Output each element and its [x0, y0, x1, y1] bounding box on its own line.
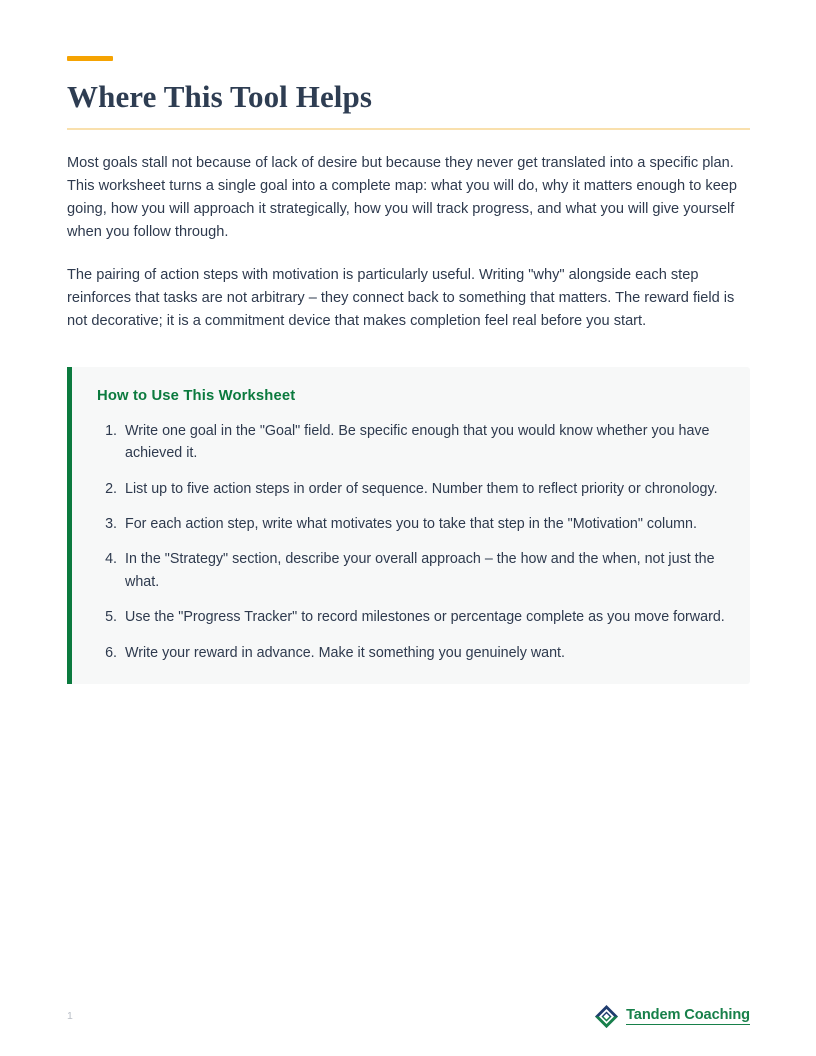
list-item: For each action step, write what motivates you to take that step in the "Motivation" column. — [125, 515, 697, 532]
callout-heading: How to Use This Worksheet — [97, 387, 296, 404]
instruction-step-list — [97, 420, 724, 665]
list-item: Write one goal in the "Goal" field. Be specific enough that you would know whether you have achieved it. — [125, 422, 710, 462]
intro-paragraph-2: The pairing of action steps with motivation is particularly useful. Writing "why" alongside each step reinforces that tasks are not arbitrary – they connect back to something that matters. The reward field is not decorative; it is a commitment device that makes completion feel real before you start. — [67, 266, 735, 330]
page-content — [67, 0, 750, 684]
intro-paragraph-1: Most goals stall not because of lack of desire but because they never get translated into a specific plan. This worksheet turns a single goal into a complete map: what you will do, why it matters enough to keep going, how you will approach it strategically, how you will track progress, and what you will give yourself when you follow through. — [67, 154, 738, 241]
list-item: Write your reward in advance. Make it something you genuinely want. — [125, 644, 565, 661]
title-divider — [67, 128, 750, 130]
diamond-logo-icon — [594, 1004, 619, 1029]
page-title: Where This Tool Helps — [67, 79, 373, 114]
list-item: Use the "Progress Tracker" to record milestones or percentage complete as you move forward. — [125, 609, 725, 626]
how-to-use-callout — [67, 367, 750, 685]
list-item: List up to five action steps in order of sequence. Number them to reflect priority or chronology. — [125, 480, 718, 497]
page-number: 1 — [67, 1010, 73, 1022]
brand-logo — [594, 1004, 750, 1029]
page-footer — [0, 1000, 816, 1040]
list-item: In the "Strategy" section, describe your overall approach – the how and the when, not just the what. — [125, 551, 715, 591]
title-accent-bar — [67, 56, 113, 61]
brand-name: Tandem Coaching — [626, 1008, 750, 1025]
